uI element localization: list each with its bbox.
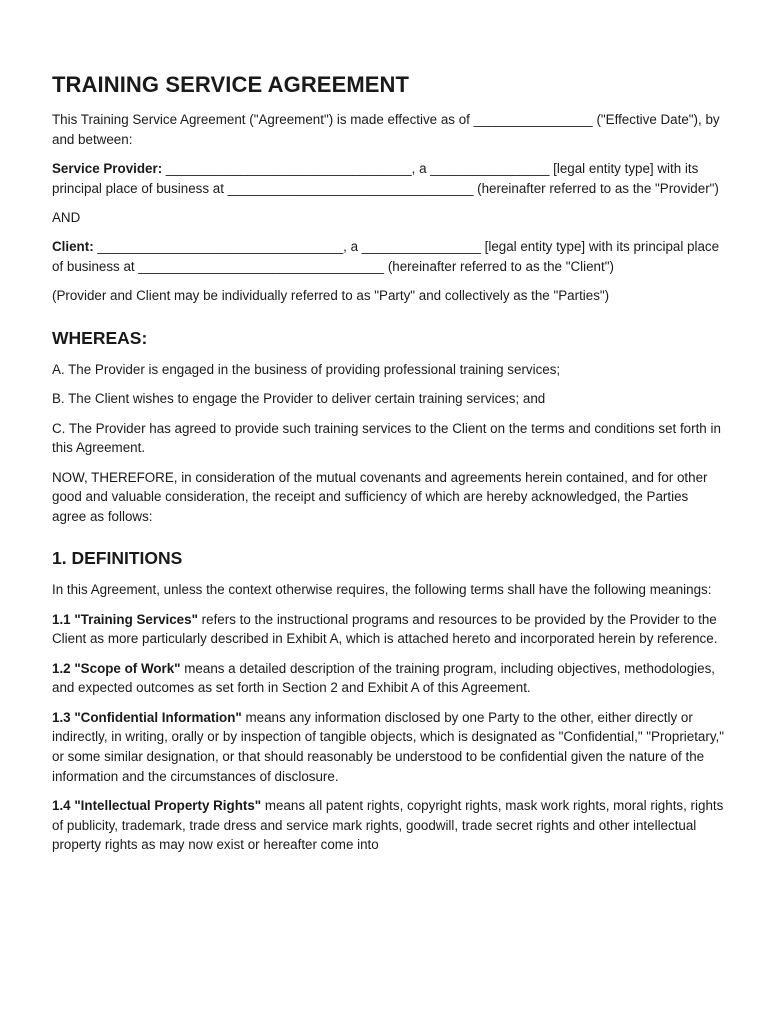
- whereas-item-c: C. The Provider has agreed to provide such training services to the Client on the terms and conditions set forth in this Agreement.: [52, 420, 721, 456]
- definition-text: means all patent rights, copyright rights, mask work rights, moral rights, rights of publicity, trademark, trade dress and service mark rights, goodwill, trade secret rights and other intellectual property rights as may now exist or hereafter come into: [52, 798, 724, 853]
- definition-term: 1.3 "Confidential Information": [52, 709, 242, 725]
- document-page: [52, 70, 724, 865]
- provider-label: Service Provider:: [52, 160, 163, 176]
- definitions-intro: In this Agreement, unless the context otherwise requires, the following terms shall have the following meanings:: [52, 582, 712, 598]
- intro-paragraph: This Training Service Agreement ("Agreement") is made effective as of ________________ ("Effective Date"), by and between:: [52, 112, 720, 147]
- definition-term: 1.1 "Training Services": [52, 611, 198, 627]
- now-therefore-paragraph: NOW, THEREFORE, in consideration of the mutual covenants and agreements herein contained, and for other good and valuable consideration, the receipt and sufficiency of which are hereby acknowledged, the Parties agree as follows:: [52, 469, 708, 524]
- document-title: TRAINING SERVICE AGREEMENT: [52, 72, 410, 97]
- definition-text: means any information disclosed by one Party to the other, either directly or indirectly, in writing, orally or by inspection of tangible objects, which is designated as "Confidential," "Proprietary," or some similar designation, or that should reasonably be understood to be confidential given the nature of the information and the circumstances of disclosure.: [52, 709, 725, 784]
- definition-item: [52, 796, 724, 855]
- whereas-item-b: B. The Client wishes to engage the Provider to deliver certain training services; and: [52, 391, 546, 407]
- parties-note: (Provider and Client may be individually referred to as "Party" and collectively as the "Parties"): [52, 288, 610, 304]
- definition-item: [52, 708, 724, 786]
- provider-text: _________________________________, a ________________ [legal entity type] with its principal place of business at _________________________________ (hereinafter referred to as the "Provider"): [52, 160, 719, 196]
- whereas-heading: WHEREAS:: [52, 327, 148, 348]
- definition-term: 1.4 "Intellectual Property Rights": [52, 798, 262, 814]
- provider-paragraph: [52, 159, 724, 198]
- definition-item: [52, 610, 724, 649]
- definition-text: refers to the instructional programs and resources to be provided by the Provider to the Client as more particularly described in Exhibit A, which is attached hereto and incorporated herein by reference.: [52, 611, 718, 647]
- definition-text: means a detailed description of the training program, including objectives, methodologies, and expected outcomes as set forth in Section 2 and Exhibit A of this Agreement.: [52, 660, 715, 696]
- and-separator: AND: [52, 209, 81, 225]
- whereas-item-a: A. The Provider is engaged in the business of providing professional training services;: [52, 361, 561, 377]
- definition-term: 1.2 "Scope of Work": [52, 660, 181, 676]
- definitions-heading: 1. DEFINITIONS: [52, 548, 183, 569]
- client-text: _________________________________, a ________________ [legal entity type] with its principal place of business at _________________________________ (hereinafter referred to as the "Client"): [52, 239, 720, 274]
- client-paragraph: [52, 237, 724, 276]
- client-label: Client:: [52, 239, 94, 255]
- definition-item: [52, 659, 724, 698]
